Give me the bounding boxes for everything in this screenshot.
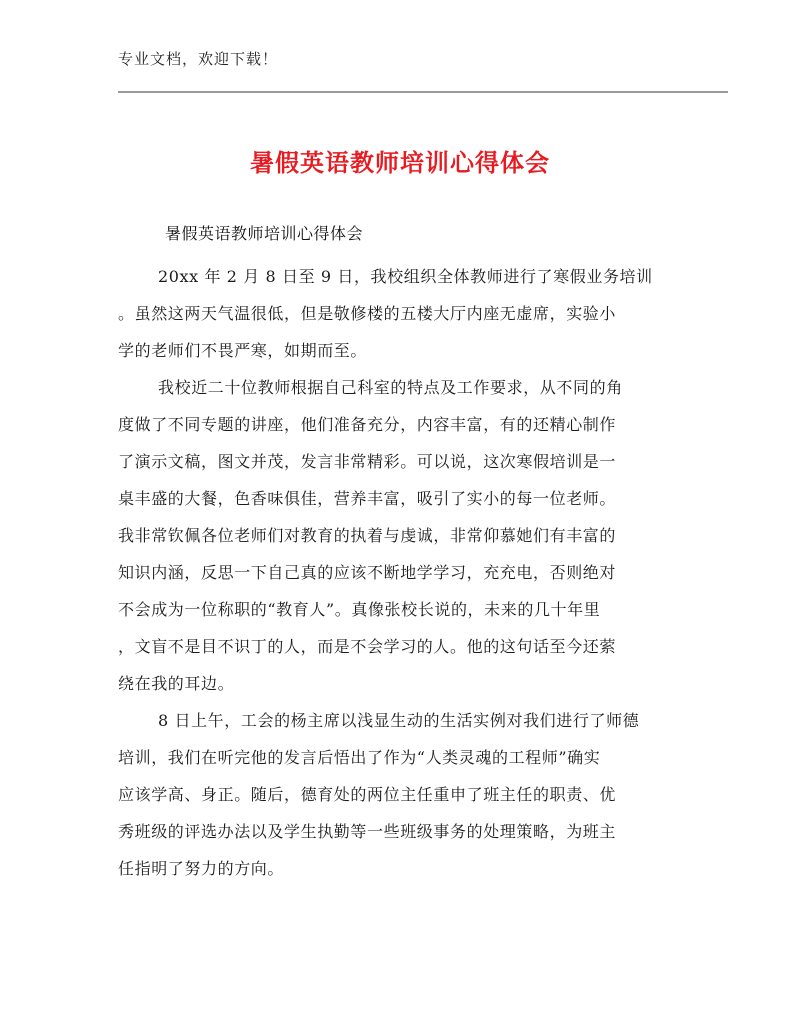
text-line: 度做了不同专题的讲座，他们准备充分，内容丰富，有的还精心制作	[118, 415, 617, 434]
text-line: 我校近二十位教师根据自己科室的特点及工作要求，从不同的角	[158, 378, 623, 397]
text-line: 绕在我的耳边。	[118, 674, 235, 693]
text-line: 知识内涵，反思一下自己真的应该不断地学学习，充充电，否则绝对	[118, 563, 617, 582]
page-header-note: 专业文档，欢迎下载！	[118, 50, 279, 68]
text-line: 20xx 年 2 月 8 日至 9 日，我校组织全体教师进行了寒假业务培训	[158, 267, 653, 286]
text-line: 8 日上午，工会的杨主席以浅显生动的生活实例对我们进行了师德	[158, 711, 640, 730]
text-line: 学的老师们不畏严寒，如期而至。	[118, 341, 368, 360]
text-line: 应该学高、身正。随后，德育处的两位主任重申了班主任的职责、优	[118, 785, 617, 804]
document-subtitle: 暑假英语教师培训心得体会	[165, 224, 364, 243]
text-line: 培训，我们在听完他的发言后悟出了作为“人类灵魂的工程师”确实	[118, 748, 601, 767]
text-line: 我非常钦佩各位老师们对教育的执着与虔诚，非常仰慕她们有丰富的	[118, 526, 617, 545]
body-text	[118, 258, 678, 887]
text-line: 。虽然这两天气温很低，但是敬修楼的五楼大厅内座无虚席，实验小	[118, 304, 617, 323]
header-divider	[118, 91, 728, 93]
text-line: ，文盲不是目不识丁的人，而是不会学习的人。他的这句话至今还萦	[118, 637, 617, 656]
text-line: 桌丰盛的大餐，色香味俱佳，营养丰富，吸引了实小的每一位老师。	[118, 489, 617, 508]
text-line: 任指明了努力的方向。	[118, 859, 285, 878]
text-line: 秀班级的评选办法以及学生执勤等一些班级事务的处理策略，为班主	[118, 822, 617, 841]
text-line: 不会成为一位称职的“教育人”。真像张校长说的，未来的几十年里	[118, 600, 601, 619]
text-line: 了演示文稿，图文并茂，发言非常精彩。可以说，这次寒假培训是一	[118, 452, 617, 471]
document-title: 暑假英语教师培训心得体会	[250, 149, 550, 177]
